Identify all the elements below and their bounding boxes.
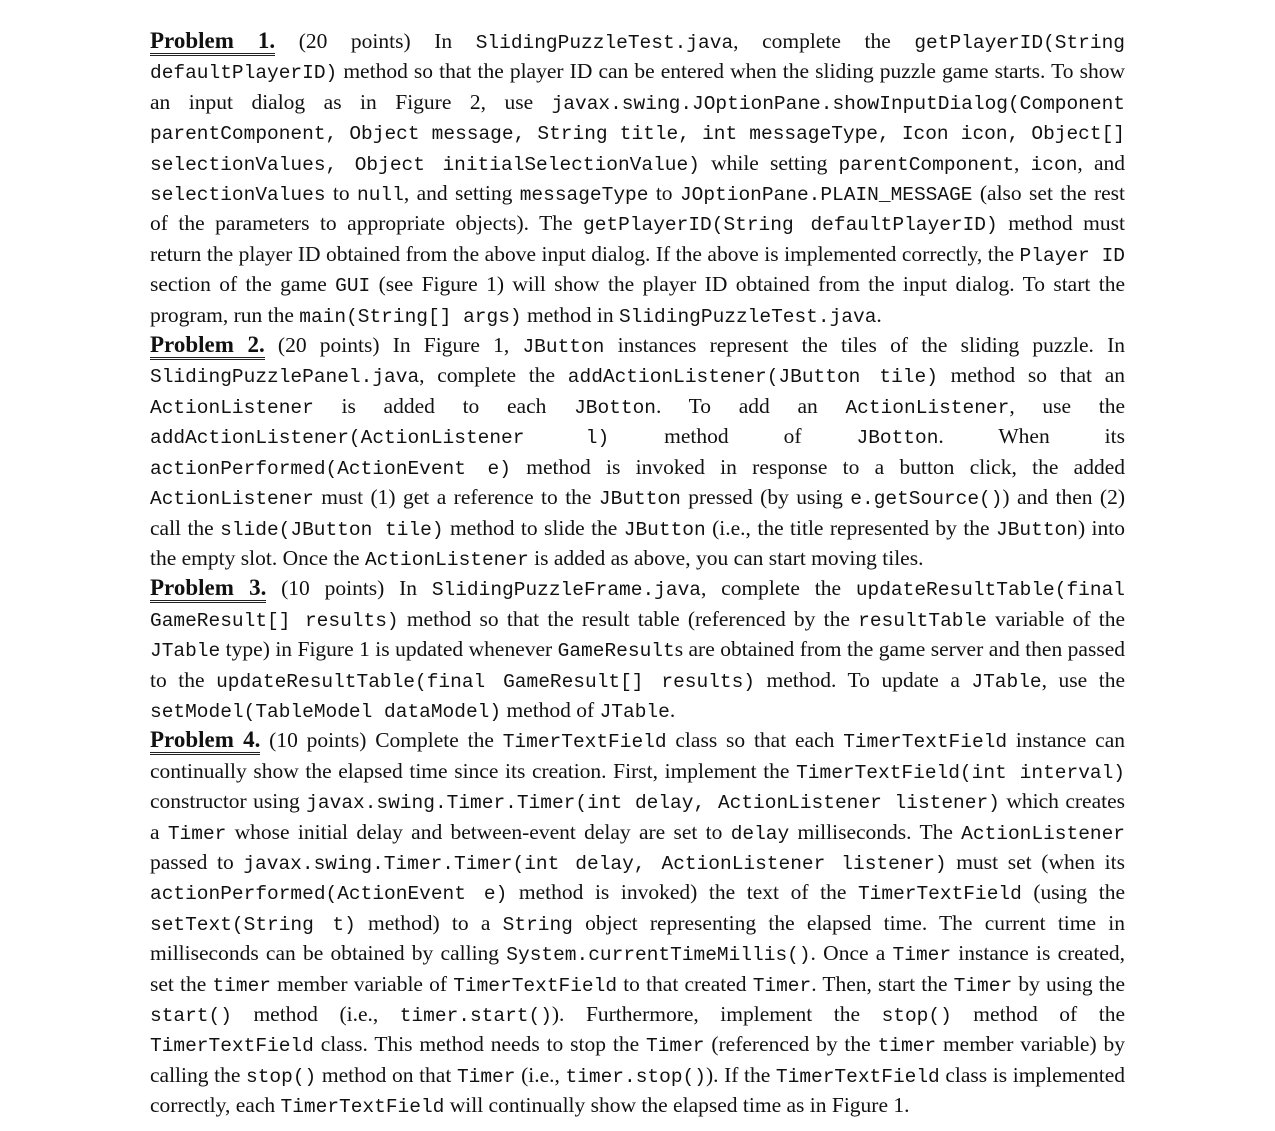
text-fragment: is added to each bbox=[313, 393, 575, 418]
code-fragment: GUI bbox=[335, 275, 371, 298]
text-fragment: method to slide the bbox=[443, 515, 624, 540]
code-fragment: icon bbox=[1030, 153, 1078, 176]
code-fragment: actionPerformed(ActionEvent e) bbox=[150, 883, 508, 906]
code-fragment: TimerTextField bbox=[150, 1035, 314, 1058]
code-fragment: parentComponent bbox=[838, 153, 1015, 176]
text-fragment: . bbox=[876, 302, 882, 327]
text-fragment: , complete the bbox=[700, 576, 856, 601]
text-fragment: method of bbox=[501, 697, 600, 722]
text-fragment: instance is created, set the bbox=[150, 941, 1125, 996]
code-fragment: e.getSource() bbox=[850, 488, 1003, 511]
text-fragment: . To add an bbox=[656, 393, 846, 418]
text-fragment: method in bbox=[521, 302, 619, 327]
code-fragment: Player ID bbox=[1019, 244, 1125, 267]
text-fragment: to bbox=[648, 181, 680, 206]
problem-title: Problem 1. bbox=[150, 28, 275, 56]
text-fragment: class is implemented correctly, each bbox=[150, 1062, 1125, 1118]
text-fragment: must (1) get a reference to the bbox=[313, 485, 599, 510]
text-fragment: method is invoked) the text of the bbox=[507, 880, 858, 905]
text-fragment: constructor using bbox=[150, 789, 307, 814]
text-fragment: member variable) by calling the bbox=[150, 1032, 1125, 1087]
text-fragment: method (i.e., bbox=[231, 1002, 400, 1026]
code-fragment: TimerTextField bbox=[453, 974, 618, 997]
code-fragment: JBotton bbox=[856, 427, 939, 450]
code-fragment: JOptionPane.PLAIN_MESSAGE bbox=[679, 184, 973, 207]
text-fragment: method. To update a bbox=[755, 667, 972, 692]
code-fragment: TimerTextField bbox=[502, 731, 667, 754]
text-fragment: instance can continually show the elapsed time since its creation. First, implement the bbox=[150, 728, 1125, 783]
problem-body bbox=[150, 576, 1125, 722]
text-fragment: (i.e., bbox=[515, 1062, 566, 1087]
text-fragment: member variable of bbox=[270, 971, 454, 996]
text-fragment: section of the game bbox=[150, 272, 336, 297]
code-fragment: ActionListener bbox=[150, 396, 314, 419]
text-fragment: method is invoked in response to a button click, the added bbox=[510, 454, 1125, 479]
code-fragment: Timer bbox=[456, 1065, 516, 1088]
text-fragment: (10 points) In bbox=[266, 576, 432, 601]
text-fragment: . Once a bbox=[810, 941, 893, 966]
code-fragment: SlidingPuzzleTest.java bbox=[618, 305, 877, 328]
text-fragment: (i.e., the title represented by the bbox=[705, 515, 997, 540]
code-fragment: timer bbox=[212, 974, 271, 997]
text-fragment: pressed (by using bbox=[680, 485, 851, 510]
text-fragment: variable of the bbox=[986, 606, 1125, 631]
text-fragment: . When its bbox=[938, 424, 1126, 449]
text-fragment: s are obtained from the game server and then passed to the bbox=[150, 637, 1125, 692]
text-fragment: method so that the result table (referenced by the bbox=[398, 606, 859, 631]
problem-title: Problem 2. bbox=[150, 332, 265, 360]
code-fragment: JButton bbox=[996, 518, 1078, 541]
code-fragment: stop() bbox=[246, 1065, 317, 1088]
text-fragment: , bbox=[1014, 150, 1031, 175]
code-fragment: delay bbox=[730, 822, 790, 845]
code-fragment: ActionListener bbox=[845, 396, 1010, 419]
code-fragment: Timer bbox=[953, 974, 1013, 997]
text-fragment: (using the bbox=[1021, 880, 1125, 905]
code-fragment: TimerTextField bbox=[843, 731, 1008, 754]
text-fragment: object representing the elapsed time. The current time in milliseconds can be obtained by calling bbox=[150, 910, 1125, 966]
text-fragment: (also set the rest of the parameters to appropriate objects). The bbox=[150, 181, 1125, 236]
code-fragment: slide(JButton tile) bbox=[220, 518, 444, 541]
assignment-document bbox=[150, 27, 1125, 1122]
problem-1 bbox=[150, 27, 1125, 331]
text-fragment: (see Figure 1) will show the player ID obtained from the input dialog. To start the program, run the bbox=[150, 272, 1125, 327]
code-fragment: stop() bbox=[881, 1005, 952, 1027]
text-fragment: which creates a bbox=[150, 789, 1125, 844]
code-fragment: messageType bbox=[519, 184, 649, 207]
code-fragment: updateResultTable(final GameResult[] results) bbox=[216, 670, 755, 693]
code-fragment: setModel(TableModel dataModel) bbox=[150, 700, 502, 723]
text-fragment: will continually show the elapsed time as in Figure 1. bbox=[444, 1093, 910, 1118]
code-fragment: getPlayerID(String defaultPlayerID) bbox=[150, 32, 1125, 85]
text-fragment: , and bbox=[1077, 150, 1125, 175]
code-fragment: Timer bbox=[892, 944, 952, 967]
code-fragment: TimerTextField bbox=[775, 1065, 940, 1088]
code-fragment: GameResult bbox=[557, 640, 675, 663]
text-fragment: method so that an bbox=[937, 363, 1125, 388]
text-fragment: milliseconds. The bbox=[789, 819, 962, 844]
text-fragment: (referenced by the bbox=[704, 1032, 878, 1057]
text-fragment: method) to a bbox=[355, 910, 503, 935]
code-fragment: JTable bbox=[971, 670, 1042, 693]
code-fragment: JTable bbox=[599, 700, 670, 723]
code-fragment: setText(String t) bbox=[150, 913, 356, 936]
code-fragment: TimerTextField bbox=[280, 1096, 445, 1119]
code-fragment: javax.swing.Timer.Timer(int delay, ActionListener listener) bbox=[243, 852, 947, 875]
code-fragment: javax.swing.Timer.Timer(int delay, ActionListener listener) bbox=[306, 792, 1000, 815]
code-fragment: addActionListener(ActionListener l) bbox=[150, 427, 610, 450]
code-fragment: TimerTextField bbox=[857, 883, 1022, 906]
text-fragment: , and setting bbox=[403, 181, 520, 206]
problem-3 bbox=[150, 574, 1125, 726]
text-fragment: by using the bbox=[1012, 971, 1125, 996]
code-fragment: ActionListener bbox=[150, 488, 314, 511]
text-fragment: method on that bbox=[316, 1062, 457, 1087]
code-fragment: JTable bbox=[150, 640, 221, 663]
text-fragment: . bbox=[669, 697, 676, 722]
code-fragment: ActionListener bbox=[961, 822, 1125, 845]
text-fragment: class. This method needs to stop the bbox=[313, 1032, 646, 1057]
code-fragment: SlidingPuzzleTest.java bbox=[475, 32, 734, 54]
code-fragment: timer.stop() bbox=[565, 1065, 706, 1088]
code-fragment: null bbox=[357, 184, 404, 207]
code-fragment: Timer bbox=[752, 974, 812, 997]
text-fragment: ). If the bbox=[705, 1062, 776, 1087]
code-fragment: main(String[] args) bbox=[299, 305, 522, 328]
problem-2 bbox=[150, 331, 1125, 574]
text-fragment: to bbox=[325, 181, 358, 206]
text-fragment: (10 points) Complete the bbox=[260, 728, 503, 753]
problem-title: Problem 4. bbox=[150, 727, 260, 755]
text-fragment: instances represent the tiles of the sliding puzzle. In bbox=[604, 333, 1125, 358]
code-fragment: Timer bbox=[645, 1035, 705, 1058]
text-fragment: to that created bbox=[617, 971, 753, 996]
code-fragment: TimerTextField(int interval) bbox=[796, 761, 1125, 784]
text-fragment: ) and then (2) call the bbox=[150, 485, 1126, 540]
code-fragment: timer bbox=[877, 1035, 937, 1058]
code-fragment: updateResultTable(final GameResult[] results) bbox=[150, 579, 1125, 632]
code-fragment: JButton bbox=[598, 488, 681, 511]
code-fragment: resultTable bbox=[858, 609, 987, 632]
text-fragment: method must return the player ID obtained from the above input dialog. If the above is implemented correctly, the bbox=[150, 211, 1125, 266]
code-fragment: addActionListener(JButton tile) bbox=[567, 366, 938, 389]
text-fragment: class so that each bbox=[666, 728, 844, 753]
text-fragment: method of the bbox=[951, 1002, 1125, 1026]
text-fragment: type) in Figure 1 is updated whenever bbox=[220, 637, 558, 662]
text-fragment: , complete the bbox=[733, 29, 915, 53]
problem-title: Problem 3. bbox=[150, 575, 266, 603]
problem-4 bbox=[150, 726, 1125, 1121]
text-fragment: . Then, start the bbox=[811, 971, 954, 996]
text-fragment: method of bbox=[609, 424, 857, 449]
code-fragment: String bbox=[502, 913, 573, 936]
text-fragment: passed to bbox=[150, 849, 244, 874]
problem-body bbox=[150, 333, 1125, 570]
text-fragment: method so that the player ID can be entered when the sliding puzzle game starts. To show an input dialog as in Figure 2, use bbox=[150, 59, 1125, 114]
text-fragment: , use the bbox=[1009, 393, 1125, 418]
code-fragment: actionPerformed(ActionEvent e) bbox=[150, 457, 511, 480]
code-fragment: start() bbox=[150, 1005, 232, 1027]
text-fragment: ) into the empty slot. Once the bbox=[150, 515, 1125, 570]
text-fragment: must set (when its bbox=[946, 849, 1125, 874]
text-fragment: (20 points) In bbox=[275, 29, 476, 53]
code-fragment: selectionValues bbox=[150, 184, 326, 207]
text-fragment: , use the bbox=[1041, 667, 1125, 692]
code-fragment: JButton bbox=[522, 336, 605, 359]
text-fragment: whose initial delay and between-event delay are set to bbox=[226, 819, 731, 844]
code-fragment: JButton bbox=[623, 518, 706, 541]
code-fragment: getPlayerID(String defaultPlayerID) bbox=[583, 214, 998, 237]
code-fragment: SlidingPuzzleFrame.java bbox=[431, 579, 701, 602]
code-fragment: timer.start() bbox=[399, 1005, 552, 1027]
problem-body bbox=[150, 29, 1125, 327]
code-fragment: javax.swing.JOptionPane.showInputDialog(Component parentComponent, Object message, String title, int messageType, Icon icon, Object[] selectionValues, Object initialSelectionValue) bbox=[150, 92, 1125, 176]
code-fragment: SlidingPuzzlePanel.java bbox=[150, 366, 420, 389]
text-fragment: is added as above, you can start moving tiles. bbox=[528, 545, 924, 570]
code-fragment: ActionListener bbox=[364, 548, 529, 571]
code-fragment: System.currentTimeMillis() bbox=[506, 944, 811, 967]
text-fragment: , complete the bbox=[419, 363, 568, 388]
text-fragment: while setting bbox=[699, 150, 839, 175]
text-fragment: (20 points) In Figure 1, bbox=[264, 333, 523, 358]
code-fragment: JBotton bbox=[574, 396, 656, 419]
text-fragment: ). Furthermore, implement the bbox=[551, 1002, 882, 1026]
problem-body bbox=[150, 728, 1125, 1117]
code-fragment: Timer bbox=[167, 822, 227, 845]
